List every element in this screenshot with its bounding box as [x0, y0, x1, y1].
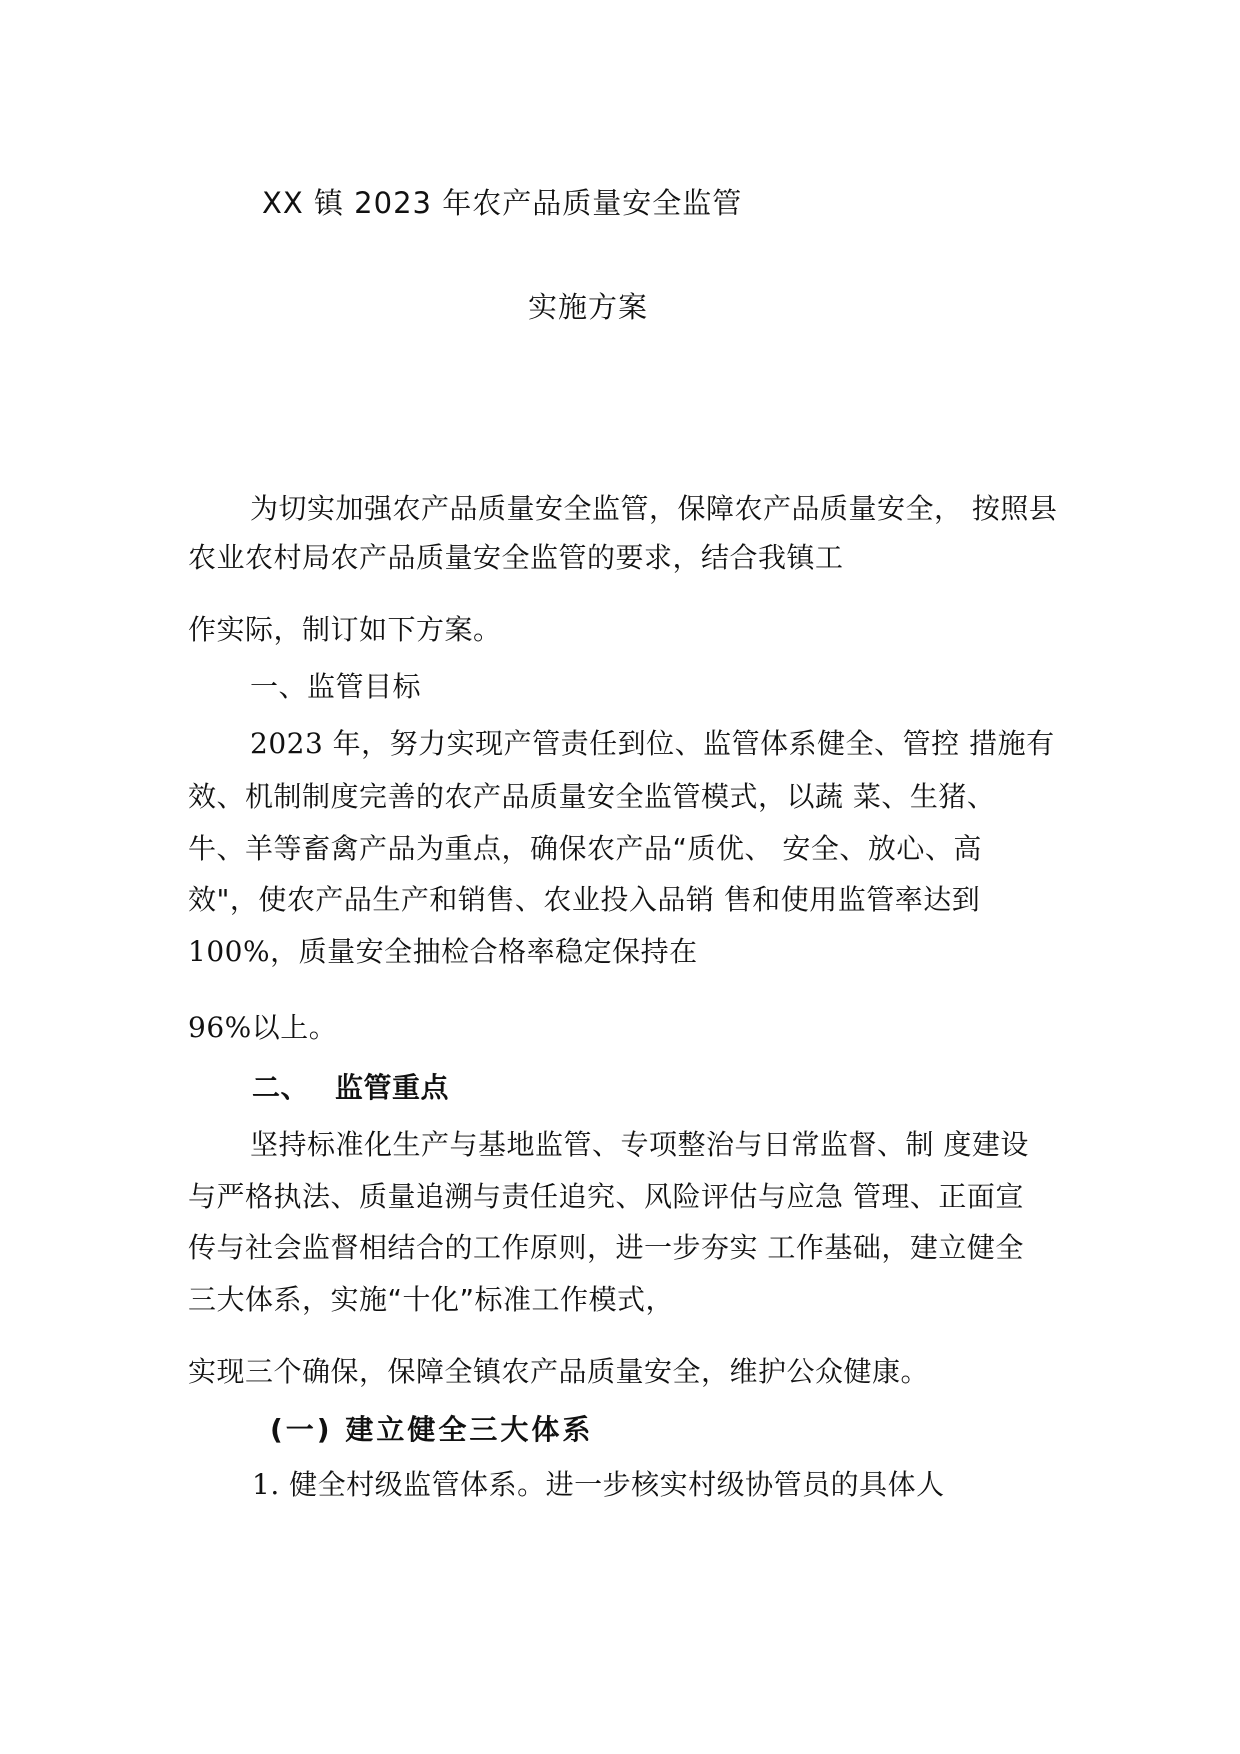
- section-heading-key-points: [252, 1068, 449, 1108]
- objectives-paragraph-line-2: 效、机制制度完善的农产品质量安全监管模式，以蔬 菜、生猪、: [188, 780, 996, 813]
- objectives-line-1-text: 年，努力实现产管责任到位、监管体系健全、管控 措施有: [323, 727, 1055, 760]
- section-heading-objectives: 一、监管目标: [250, 670, 422, 703]
- key-points-paragraph-line-4: 三大体系，实施“十化”标准工作模式，: [188, 1283, 675, 1316]
- year-number: 2023: [250, 727, 324, 760]
- subsection-heading-three-systems: (一) 建立健全三大体系: [270, 1413, 594, 1446]
- village-system-paragraph-line-1: [252, 1465, 945, 1505]
- key-points-paragraph-line-1: 坚持标准化生产与基地监管、专项整治与日常监督、制 度建设: [250, 1128, 1029, 1161]
- document-title-line-1: XX 镇 2023 年农产品质量安全监管: [262, 186, 743, 220]
- objectives-paragraph-line-3: 牛、羊等畜禽产品为重点，确保农产品“质优、 安全、放心、高: [188, 832, 982, 865]
- section-heading-key-points-number: 二、: [252, 1071, 310, 1104]
- key-points-paragraph-line-5: 实现三个确保，保障全镇农产品质量安全，维护公众健康。: [188, 1355, 930, 1388]
- objectives-line-6-text: 以上。: [251, 1011, 338, 1044]
- section-heading-key-points-text: 监管重点: [335, 1071, 450, 1104]
- objectives-paragraph-line-4: 效"，使农产品生产和销售、农业投入品销 售和使用监管率达到: [188, 883, 981, 916]
- supervision-rate-number: 100%: [188, 935, 271, 968]
- objectives-paragraph-line-1: [250, 724, 1055, 764]
- objectives-paragraph-line-5: [188, 932, 698, 972]
- objectives-paragraph-line-6: [188, 1008, 337, 1048]
- village-system-line-1-text: 健全村级监管体系。进一步核实村级协管员的具体人: [279, 1468, 945, 1501]
- objectives-line-5-text: ，质量安全抽检合格率稳定保持在: [270, 935, 698, 968]
- intro-paragraph-line-3: 作实际，制订如下方案。: [188, 613, 502, 646]
- intro-paragraph-line-1: 为切实加强农产品质量安全监管，保障农产品质量安全， 按照县: [250, 492, 1058, 525]
- key-points-paragraph-line-3: 传与社会监督相结合的工作原则，进一步夯实 工作基础，建立健全: [188, 1231, 1024, 1264]
- item-number: 1.: [252, 1468, 280, 1501]
- key-points-paragraph-line-2: 与严格执法、质量追溯与责任追究、风险评估与应急 管理、正面宣: [188, 1180, 1024, 1213]
- document-title-line-2: 实施方案: [528, 290, 649, 324]
- pass-rate-number: 96%: [188, 1011, 252, 1044]
- intro-paragraph-line-2: 农业农村局农产品质量安全监管的要求，结合我镇工: [188, 541, 844, 574]
